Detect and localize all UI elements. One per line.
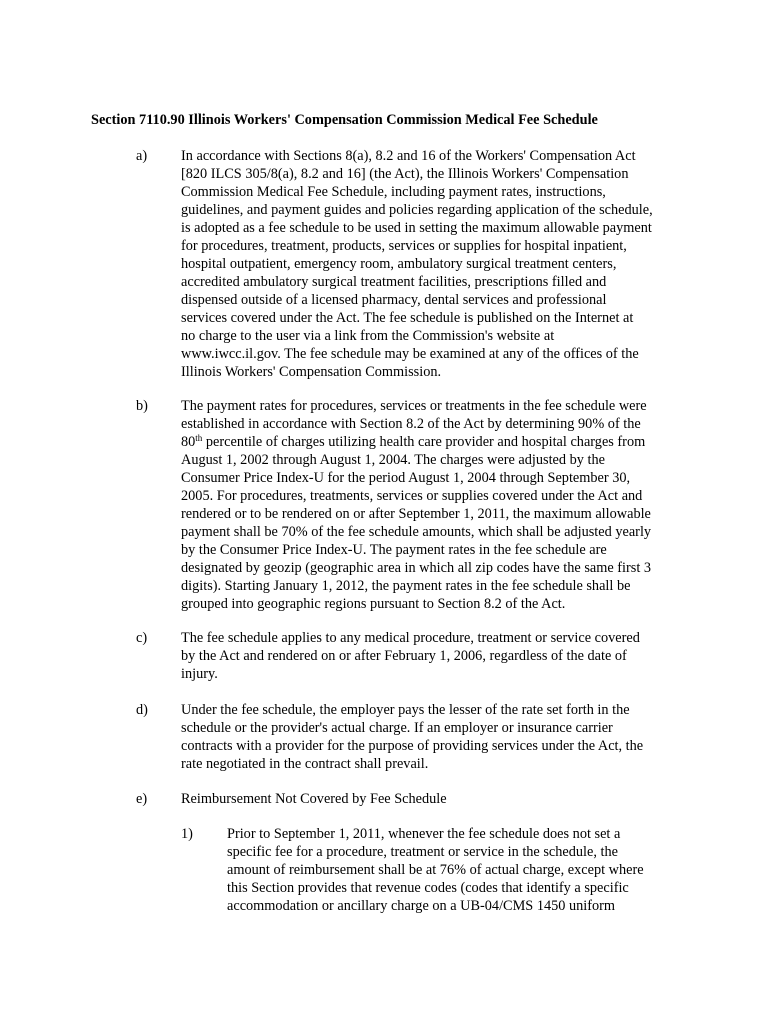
text-line: 2005. For procedures, treatments, services or supplies covered under the Act and	[181, 488, 643, 504]
text-line: by the Act and rendered on or after February 1, 2006, regardless of the date of	[181, 648, 627, 664]
text-line: accommodation or ancillary charge on a UB-04/CMS 1450 uniform	[227, 898, 616, 914]
text-line: dispensed outside of a licensed pharmacy, dental services and professional	[181, 292, 607, 308]
paragraph-label: a)	[136, 148, 148, 164]
text-line	[181, 433, 645, 451]
text-line: services covered under the Act. The fee schedule is published on the Internet at	[181, 310, 634, 326]
text-line: In accordance with Sections 8(a), 8.2 and 16 of the Workers' Compensation Act	[181, 148, 636, 164]
text-line: is adopted as a fee schedule to be used in setting the maximum allowable payment	[181, 220, 652, 236]
text-line: accredited ambulatory surgical treatment facilities, prescriptions filled and	[181, 274, 607, 290]
paragraph-label: e)	[136, 791, 148, 807]
ordinal-suffix: th	[195, 433, 203, 443]
text-fragment: percentile of charges utilizing health care provider and hospital charges from	[202, 434, 646, 450]
paragraph-label: d)	[136, 702, 148, 718]
text-line: no charge to the user via a link from the Commission's website at	[181, 328, 555, 344]
text-line: guidelines, and payment guides and policies regarding application of the schedule,	[181, 202, 653, 218]
text-line: August 1, 2002 through August 1, 2004. The charges were adjusted by the	[181, 452, 605, 468]
text-line: by the Consumer Price Index-U. The payment rates in the fee schedule are	[181, 542, 607, 558]
text-line: Commission Medical Fee Schedule, including payment rates, instructions,	[181, 184, 606, 200]
paragraph-label: c)	[136, 630, 148, 646]
text-line: this Section provides that revenue codes (codes that identify a specific	[227, 880, 629, 896]
section-heading: Section 7110.90 Illinois Workers' Compensation Commission Medical Fee Schedule	[91, 112, 598, 128]
text-line: digits). Starting January 1, 2012, the payment rates in the fee schedule shall be	[181, 578, 631, 594]
paragraph-label: b)	[136, 398, 148, 414]
text-line: Illinois Workers' Compensation Commission.	[181, 364, 442, 380]
text-line: grouped into geographic regions pursuant to Section 8.2 of the Act.	[181, 596, 566, 612]
subsection-title: Reimbursement Not Covered by Fee Schedule	[181, 791, 447, 807]
text-line: for procedures, treatment, products, services or supplies for hospital inpatient,	[181, 238, 627, 254]
text-line: schedule or the provider's actual charge. If an employer or insurance carrier	[181, 720, 613, 736]
text-line: specific fee for a procedure, treatment or service in the schedule, the	[227, 844, 618, 860]
text-line: designated by geozip (geographic area in which all zip codes have the same first 3	[181, 560, 652, 576]
text-line: Under the fee schedule, the employer pays the lesser of the rate set forth in the	[181, 702, 630, 718]
percentile-number: 80	[181, 434, 196, 450]
text-line: www.iwcc.il.gov. The fee schedule may be examined at any of the offices of the	[181, 346, 639, 362]
text-line: contracts with a provider for the purpose of providing services under the Act, the	[181, 738, 644, 754]
text-line: rate negotiated in the contract shall prevail.	[181, 756, 429, 772]
paragraph-label: 1)	[181, 826, 193, 842]
text-line: Consumer Price Index-U for the period August 1, 2004 through September 30,	[181, 470, 631, 486]
text-line: rendered or to be rendered on or after September 1, 2011, the maximum allowable	[181, 506, 651, 522]
text-line: Prior to September 1, 2011, whenever the fee schedule does not set a	[227, 826, 621, 842]
text-line: hospital outpatient, emergency room, ambulatory surgical treatment centers,	[181, 256, 617, 272]
text-line: payment shall be 70% of the fee schedule amounts, which shall be adjusted yearly	[181, 524, 652, 540]
text-line: injury.	[181, 666, 218, 682]
text-line: The fee schedule applies to any medical procedure, treatment or service covered	[181, 630, 640, 646]
text-line: [820 ILCS 305/8(a), 8.2 and 16] (the Act), the Illinois Workers' Compensation	[181, 166, 629, 182]
text-line: amount of reimbursement shall be at 76% of actual charge, except where	[227, 862, 644, 878]
text-line: established in accordance with Section 8.2 of the Act by determining 90% of the	[181, 416, 641, 432]
text-line: The payment rates for procedures, services or treatments in the fee schedule were	[181, 398, 647, 414]
